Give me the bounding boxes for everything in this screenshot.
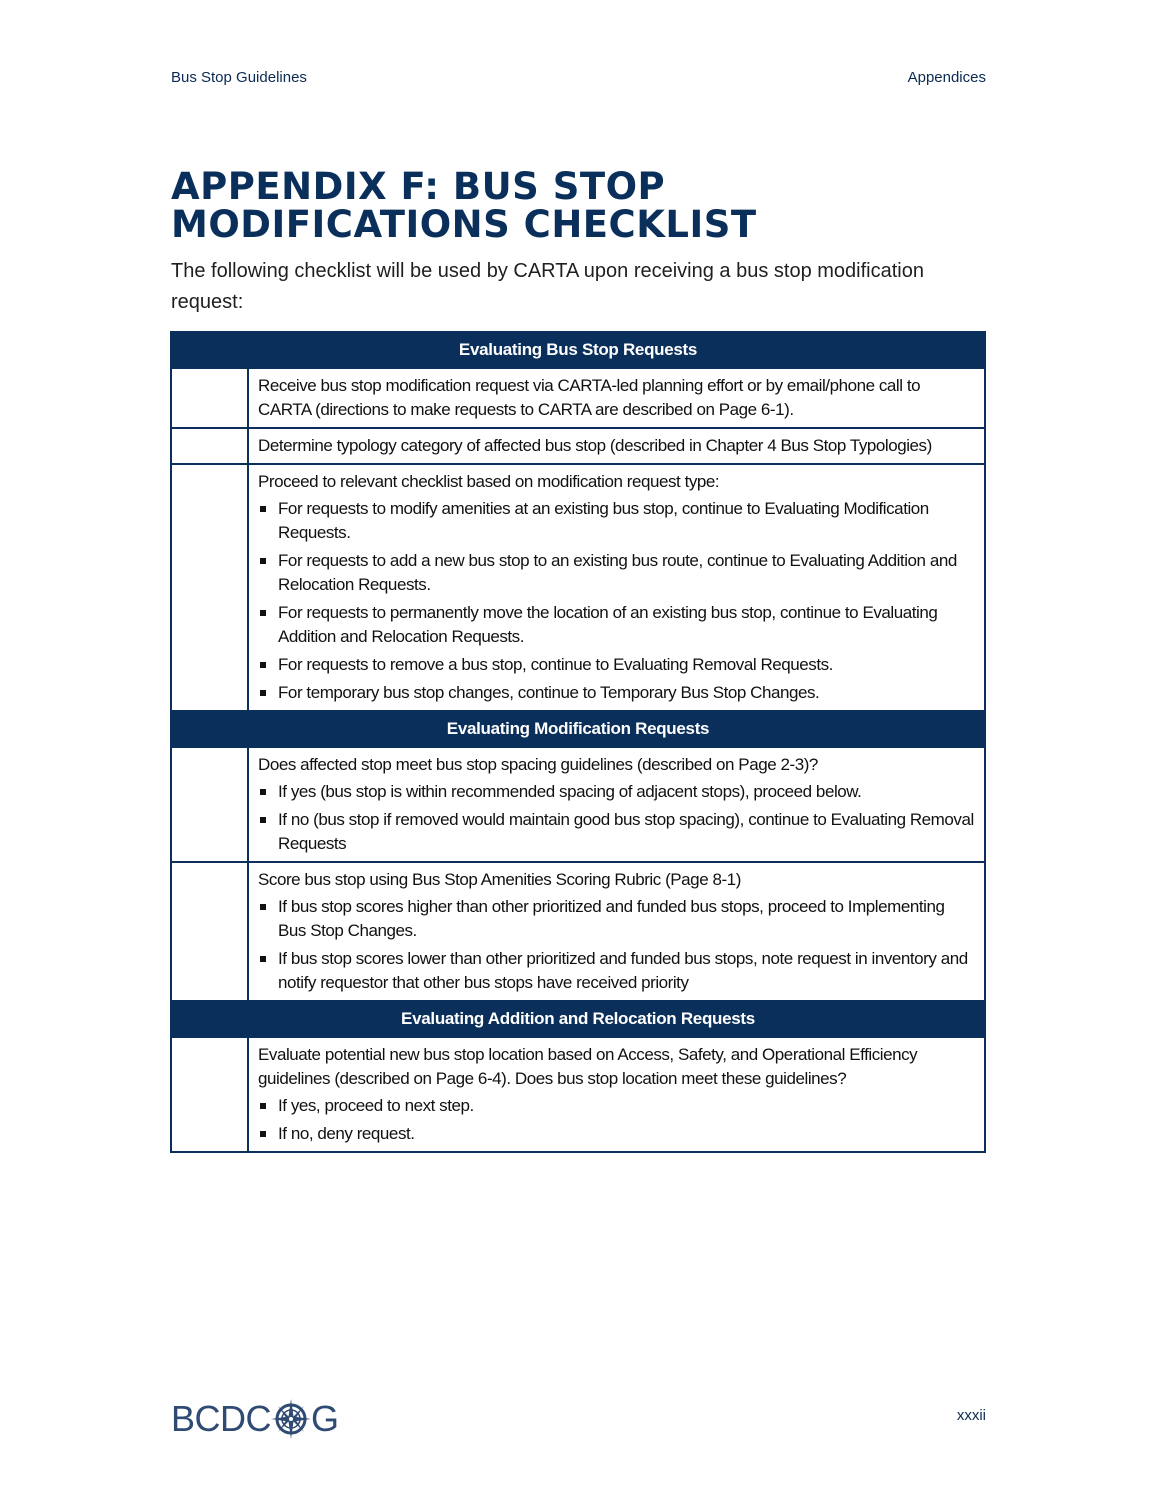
checkbox-cell[interactable]: [171, 464, 248, 711]
square-bullet-icon: [260, 610, 266, 616]
bcdcog-logo: [171, 1396, 339, 1442]
checkbox-cell[interactable]: [171, 747, 248, 862]
checklist-item-text: Determine typology category of affected bus stop (described in Chapter 4 Bus Stop Typologies): [258, 436, 932, 455]
square-bullet-icon: [260, 690, 266, 696]
checklist-bullet: [258, 1122, 974, 1146]
checklist-row: [171, 464, 985, 711]
checklist-bullet-text: If yes (bus stop is within recommended spacing of adjacent stops), proceed below.: [278, 782, 862, 801]
checklist-bullet: [258, 780, 974, 804]
checklist-item-text: Proceed to relevant checklist based on modification request type:: [258, 472, 720, 491]
logo-text-right: G: [311, 1398, 339, 1439]
checklist-bullet-list: [258, 497, 974, 705]
checklist-bullet: [258, 681, 974, 705]
square-bullet-icon: [260, 1131, 266, 1137]
checklist-item-text: Score bus stop using Bus Stop Amenities Scoring Rubric (Page 8-1): [258, 870, 741, 889]
checklist-item-cell: [248, 368, 985, 428]
checkbox-cell[interactable]: [171, 368, 248, 428]
section-header-row: [171, 711, 985, 747]
running-header-right: Appendices: [907, 69, 986, 86]
checkbox-cell[interactable]: [171, 862, 248, 1001]
page-number: xxxii: [956, 1407, 986, 1424]
checklist-bullet-list: [258, 780, 974, 856]
checklist-item-text: Does affected stop meet bus stop spacing guidelines (described on Page 2-3)?: [258, 755, 818, 774]
square-bullet-icon: [260, 817, 266, 823]
section-heading: Evaluating Addition and Relocation Requests: [171, 1001, 985, 1037]
checklist-bullet-text: For temporary bus stop changes, continue to Temporary Bus Stop Changes.: [278, 683, 820, 702]
checklist-row: [171, 862, 985, 1001]
square-bullet-icon: [260, 789, 266, 795]
checklist-bullet-text: If no, deny request.: [278, 1124, 415, 1143]
checklist-row: [171, 428, 985, 464]
checklist-bullet: [258, 497, 974, 545]
checklist-item-cell: [248, 747, 985, 862]
square-bullet-icon: [260, 1103, 266, 1109]
checklist-bullet-text: If bus stop scores higher than other prioritized and funded bus stops, proceed to Implementing Bus Stop Changes.: [278, 897, 945, 940]
checklist-item-cell: [248, 428, 985, 464]
square-bullet-icon: [260, 558, 266, 564]
square-bullet-icon: [260, 662, 266, 668]
checklist-bullet: [258, 895, 974, 943]
checkbox-cell[interactable]: [171, 428, 248, 464]
square-bullet-icon: [260, 506, 266, 512]
checklist-item-text: Evaluate potential new bus stop location based on Access, Safety, and Operational Efficiency guidelines (described on Page 6-4). Does bus stop location meet these guidelines?: [258, 1045, 918, 1088]
checklist-item-cell: [248, 1037, 985, 1152]
checklist-bullet: [258, 808, 974, 856]
checklist-bullet: [258, 653, 974, 677]
checklist-bullet-text: If no (bus stop if removed would maintain good bus stop spacing), continue to Evaluating Removal Requests: [278, 810, 974, 853]
compass-rose-icon: [271, 1398, 311, 1440]
page-title: APPENDIX F: BUS STOP MODIFICATIONS CHECKLIST: [171, 165, 757, 246]
section-header-row: [171, 1001, 985, 1037]
checklist-item-cell: [248, 464, 985, 711]
checklist-bullet: [258, 549, 974, 597]
checklist-bullet-list: [258, 1094, 974, 1146]
checklist-bullet-text: For requests to remove a bus stop, continue to Evaluating Removal Requests.: [278, 655, 833, 674]
checklist-bullet-text: If yes, proceed to next step.: [278, 1096, 474, 1115]
checklist-item-cell: [248, 862, 985, 1001]
checklist-row: [171, 747, 985, 862]
checklist-bullet-text: For requests to modify amenities at an existing bus stop, continue to Evaluating Modification Requests.: [278, 499, 929, 542]
checklist-bullet-text: If bus stop scores lower than other prioritized and funded bus stops, note request in inventory and notify requestor that other bus stops have received priority: [278, 949, 968, 992]
checklist-table: [170, 331, 986, 1153]
checklist-body: [171, 332, 985, 1152]
checklist-row: [171, 368, 985, 428]
intro-paragraph: The following checklist will be used by CARTA upon receiving a bus stop modification request:: [171, 260, 924, 313]
section-heading: Evaluating Bus Stop Requests: [171, 332, 985, 368]
section-heading: Evaluating Modification Requests: [171, 711, 985, 747]
logo-text-left: BCDC: [171, 1398, 272, 1439]
square-bullet-icon: [260, 904, 266, 910]
checklist-bullet-text: For requests to permanently move the location of an existing bus stop, continue to Evaluating Addition and Relocation Requests.: [278, 603, 938, 646]
checklist-row: [171, 1037, 985, 1152]
checklist-bullet: [258, 601, 974, 649]
section-header-row: [171, 332, 985, 368]
checklist-bullet-text: For requests to add a new bus stop to an existing bus route, continue to Evaluating Addition and Relocation Requests.: [278, 551, 957, 594]
running-header-left: Bus Stop Guidelines: [171, 69, 307, 86]
checklist-item-text: Receive bus stop modification request via CARTA-led planning effort or by email/phone call to CARTA (directions to make requests to CARTA are described on Page 6-1).: [258, 376, 921, 419]
checklist-bullet-list: [258, 895, 974, 995]
square-bullet-icon: [260, 956, 266, 962]
checkbox-cell[interactable]: [171, 1037, 248, 1152]
checklist-bullet: [258, 1094, 974, 1118]
checklist-bullet: [258, 947, 974, 995]
